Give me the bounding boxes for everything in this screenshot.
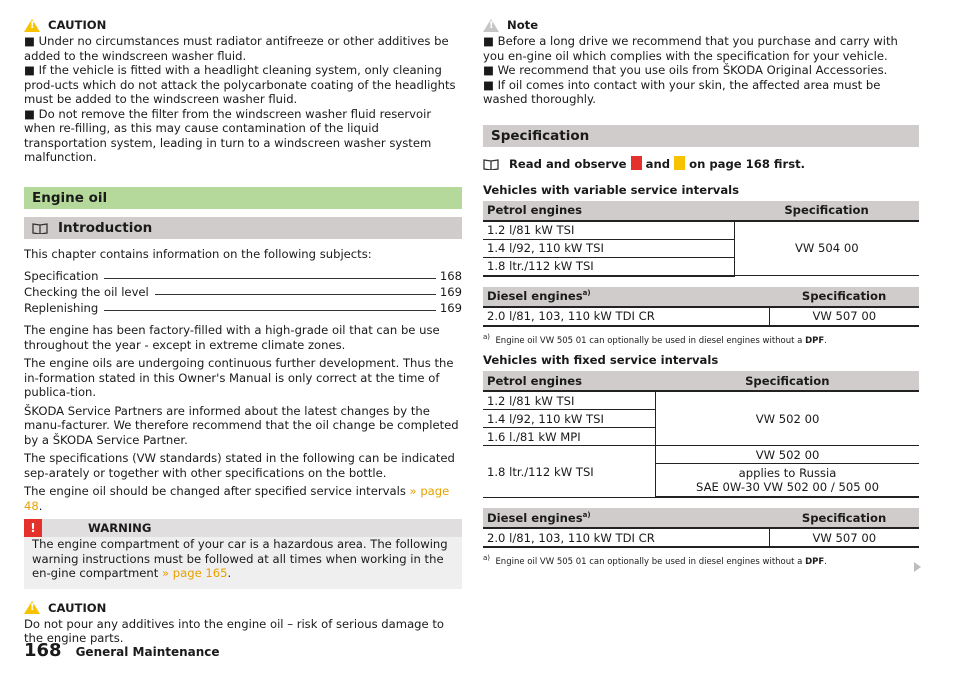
table-row: 1.4 l/92, 110 kW TSI [483,410,919,428]
footnote: $^{a)}$ Engine oil VW 505 01 can optionally be used in diesel engines without a DPF. [483,554,827,568]
caution-square-icon [674,156,685,170]
introduction-header: Introduction [24,217,462,239]
warning-square-icon [631,156,642,170]
table-row: applies to Russia SAE 0W-30 VW 502 00 / 505 00 [483,464,919,498]
variable-petrol-table: Petrol engines Specification 1.2 l/81 kW TSI VW 504 00 1.4 l/92, 110 kW TSI 1.8 ltr./112 kW TSI [483,201,919,277]
right-column [483,16,919,575]
fixed-petrol-table: Petrol engines Specification 1.2 l/81 kW TSI VW 502 00 1.4 l/92, 110 kW TSI 1.6 l./81 kW MPI 1.8 ltr./112 kW TSI VW 502 00 applies to Russia SAE 0W-30 VW 502 00 / 505 00 [483,371,919,498]
section-specification: Specification [483,125,919,147]
footnote: $^{a)}$ Engine oil VW 505 01 can optionally be used in diesel engines without a DPF. [483,332,827,346]
next-page-arrow-icon[interactable] [914,562,921,572]
section-engine-oil: Engine oil [24,187,462,209]
note-item: ■ If oil comes into contact with your skin, the affected area must be washed thoroughly. [483,77,881,106]
table-row: 1.6 l./81 kW MPI [483,428,919,446]
caution-item: ■ Under no circumstances must radiator antifreeze or other additives be added to the windscreen washer fluid. [24,34,449,63]
note-heading: ! Note [483,16,919,34]
chapter-title: General Maintenance [75,645,220,659]
table-row: 1.2 l/81 kW TSI VW 502 00 [483,391,919,410]
page-link[interactable]: » page 165 [161,566,228,580]
table-of-contents [24,267,462,315]
caution-text: Do not pour any additives into the engine oil – risk of serious damage to the engine parts. [24,616,444,645]
book-icon [483,158,499,170]
caution-item: ■ Do not remove the filter from the windscreen washer fluid reservoir when re-filling, as this may cause contamination of the liquid transportation system, leading in turn to a windscreen washer system malfunction. [24,106,432,164]
caution-icon [24,601,40,614]
note-item: ■ We recommend that you use oils from ŠKODA Original Accessories. [483,63,888,77]
toc-item[interactable]: Specification 168 [24,269,462,283]
toc-item[interactable]: Checking the oil level 169 [24,285,462,299]
warning-heading: ! WARNING [24,519,462,537]
variable-diesel-table: Diesel engines$^{a)}$ Specification 2.0 l/81, 103, 110 kW TDI CR VW 507 00 [483,287,919,327]
caution-heading: ! CAUTION [24,16,462,34]
note-icon [483,19,499,32]
intro-lead: This chapter contains information on the following subjects: [24,246,372,261]
toc-item[interactable]: Replenishing 169 [24,301,462,315]
table-row: 1.8 ltr./112 kW TSI [483,257,919,276]
paragraph: The specifications (VW standards) stated in the following can be indicated sep-arately or together with other specifications on the bottle. [24,451,455,480]
note-item: ■ Before a long drive we recommend that you purchase and carry with you en-gine oil which complies with the specification for your vehicle. [483,34,898,63]
table-row: 2.0 l/81, 103, 110 kW TDI CR VW 507 00 [483,528,919,547]
caution-heading: ! CAUTION [24,599,462,617]
paragraph: The engine oils are undergoing continuous further development. Thus the in-formation stated in this Owner's Manual is only correct at the time of publica-tion. [24,356,454,399]
paragraph: ŠKODA Service Partners are informed about the latest changes by the manu-facturer. We therefore recommend that the oil change be completed by a ŠKODA Service Partner. [24,403,459,447]
left-column [24,16,462,646]
warning-box [24,519,462,589]
variable-intervals-title: Vehicles with variable service intervals [483,182,740,197]
caution-item: ■ If the vehicle is fitted with a headlight cleaning system, only cleaning prod-ucts which do not attack the polycarbonate coating of the headlights must be added to the windscreen washer fluid. [24,63,456,106]
book-icon [32,222,48,234]
fixed-diesel-table: Diesel engines$^{a)}$ Specification 2.0 l/81, 103, 110 kW TDI CR VW 507 00 [483,508,919,548]
paragraph: The engine has been factory-filled with a high-grade oil that can be use throughout the year - except in extreme climate zones. [24,323,440,352]
fixed-intervals-title: Vehicles with fixed service intervals [483,353,719,368]
page-number: 168 [24,640,62,661]
read-observe-line: Read and observe and on page 168 first. [483,155,919,173]
warning-icon: ! [24,519,42,537]
page-footer [24,640,220,661]
caution-icon [24,19,40,32]
table-row: 1.4 l/92, 110 kW TSI [483,239,919,257]
table-row: 1.8 ltr./112 kW TSI VW 502 00 [483,446,919,464]
table-row: 1.2 l/81 kW TSI VW 504 00 [483,221,919,240]
page-link[interactable]: » page 48 [24,484,450,513]
table-row: 2.0 l/81, 103, 110 kW TDI CR VW 507 00 [483,307,919,326]
warning-text: The engine compartment of your car is a hazardous area. The following warning instructions must be followed at all times when working in the en-gine compartment » page 165. [32,537,448,580]
paragraph-oil-change: The engine oil should be changed after specified service intervals » page 48. [24,484,450,513]
